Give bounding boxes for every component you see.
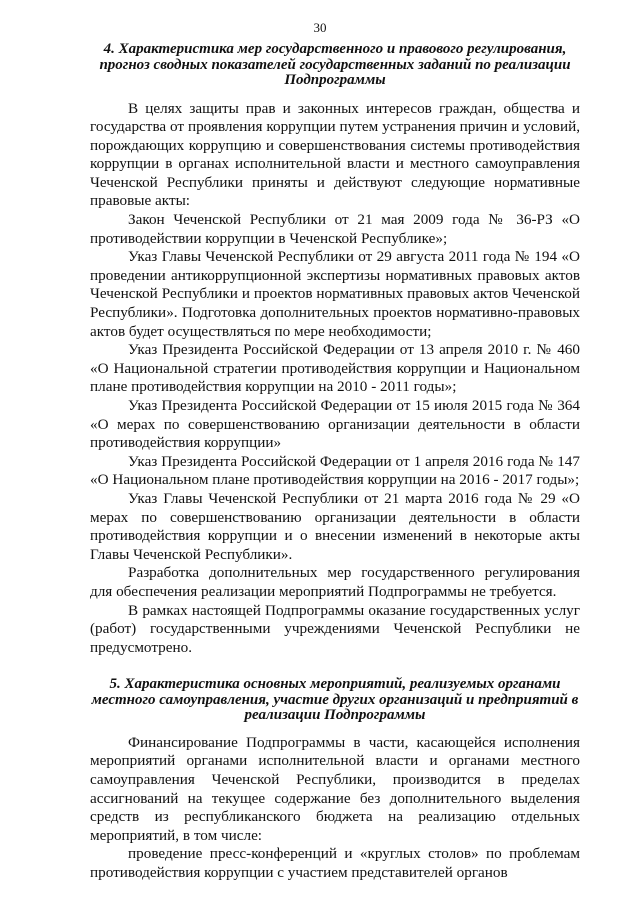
section-4-paragraph: Указ Президента Российской Федерации от 15 июля 2015 года № 364 «О мерах по совершенствованию организации деятельности в области противодействия коррупции» xyxy=(90,397,580,452)
section-4-paragraph: В целях защиты прав и законных интересов граждан, общества и государства от проявления коррупции путем устранения причин и условий, порождающих коррупцию и совершенствования системы противодействия коррупции в органах исполнительной власти и местного самоуправления Чеченской Республики приняты и действуют следующие нормативные правовые акты: xyxy=(90,99,580,210)
section-4-paragraph: Указ Президента Российской Федерации от 13 апреля 2010 г. № 460 «О Национальной стратегии противодействия коррупции и Национальном плане противодействия коррупции на 2010 - 2011 годы»; xyxy=(90,341,580,396)
section-4-paragraph: Закон Чеченской Республики от 21 мая 2009 года № 36-РЗ «О противодействии коррупции в Чеченской Республике»; xyxy=(90,211,580,247)
document-body xyxy=(90,42,580,883)
section-5-heading: 5. Характеристика основных мероприятий, реализуемых органами местного самоуправления, участие других организаций и предприятий в реализации Подпрограммы xyxy=(91,676,579,724)
section-5-paragraph: проведение пресс-конференций и «круглых столов» по проблемам противодействия коррупции с участием представителей органов xyxy=(90,845,580,881)
section-4-paragraph: Указ Президента Российской Федерации от 1 апреля 2016 года № 147 «О Национальном плане противодействия коррупции на 2016 - 2017 годы»; xyxy=(90,452,580,489)
page-number: 30 xyxy=(313,20,327,35)
section-4-paragraph: Указ Главы Чеченской Республики от 29 августа 2011 года № 194 «О проведении антикоррупционной экспертизы нормативных правовых актов Чеченской Республики и проектов нормативных правовых актов Чеченской Республики». Подготовка дополнительных проектов нормативно-правовых актов будет осуществляться по мере необходимости; xyxy=(90,248,580,340)
section-4-paragraph: В рамках настоящей Подпрограммы оказание государственных услуг (работ) государственными учреждениями Чеченской Республики не предусмотрено. xyxy=(90,601,580,656)
section-4-heading: 4. Характеристика мер государственного и правового регулирования, прогноз сводных показателей государственных заданий по реализации Подпрограммы xyxy=(99,41,571,88)
section-4-paragraph: Указ Главы Чеченской Республики от 21 марта 2016 года № 29 «О мерах по совершенствованию организации деятельности в области противодействия коррупции и о внесении изменений в некоторые акты Главы Чеченской Республики». xyxy=(90,489,580,563)
section-5-paragraph: Финансирование Подпрограммы в части, касающейся исполнения мероприятий органами исполнительной власти и органами местного самоуправления Чеченской Республики, производится в пределах ассигнований на текущее содержание без дополнительного выделения средств из республиканского бюджета на реализацию отдельных мероприятий, в том числе: xyxy=(90,733,580,844)
section-4-paragraph: Разработка дополнительных мер государственного регулирования для обеспечения реализации мероприятий Подпрограммы не требуется. xyxy=(90,564,580,600)
